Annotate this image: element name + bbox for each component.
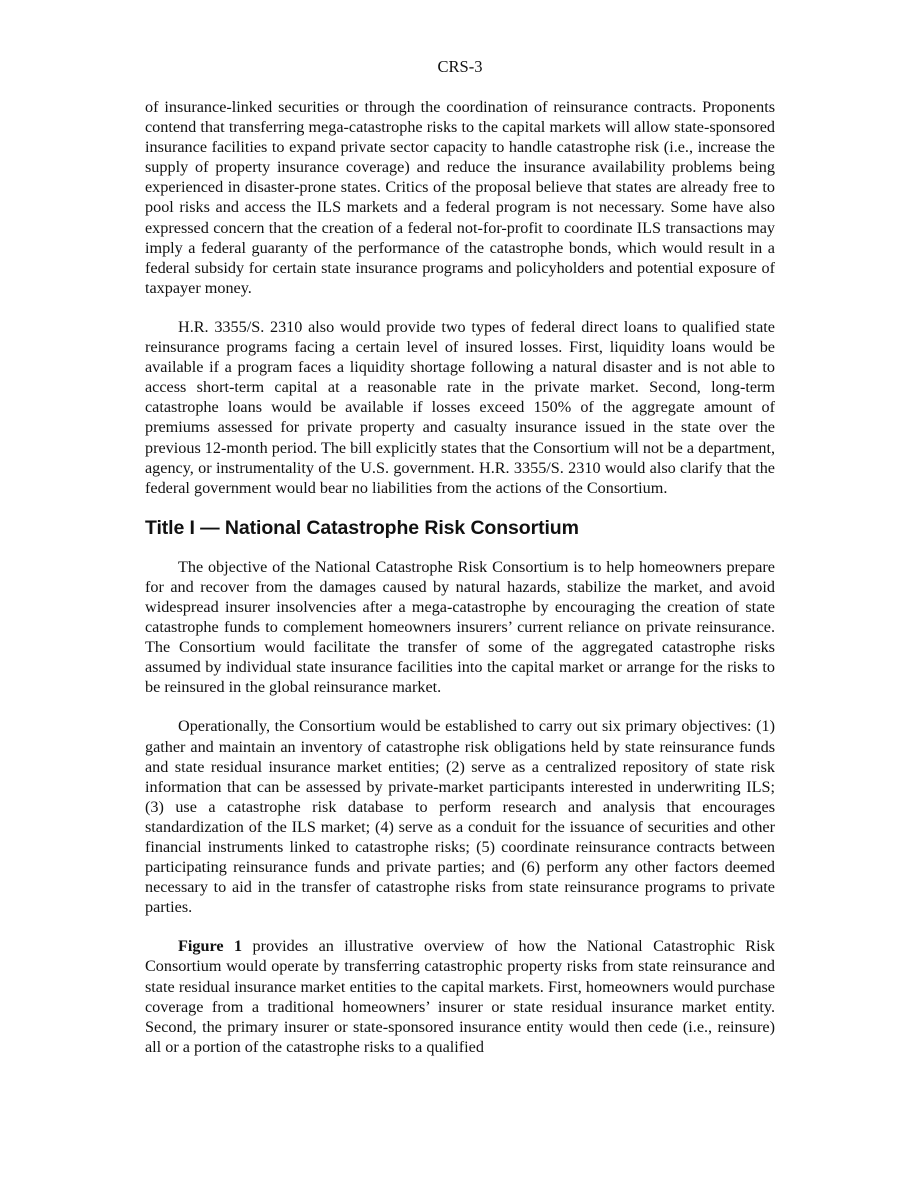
section-heading: Title I — National Catastrophe Risk Consortium [145,516,579,539]
paragraph-operations: Operationally, the Consortium would be established to carry out six primary objectives: (1) gather and maintain an inventory of catastrophe risk obligations held by state reinsurance funds and state residual insurance market entities; (2) serve as a centralized repository of state risk information that can be assessed by private-market participants interested in underwriting ILS; (3) use a catastrophe risk database to perform research and analysis that encourages standardization of the ILS market; (4) serve as a conduit for the issuance of securities and other financial instruments linked to catastrophe risks; (5) coordinate reinsurance contracts between participating reinsurance funds and private parties; and (6) perform any other factors deemed necessary to aid in the transfer of catastrophe risks from state reinsurance programs to private parties. [145,717,775,917]
page-number: CRS-3 [437,57,483,76]
figure-reference: Figure 1 [178,937,243,956]
document-body [145,97,775,1057]
paragraph-continuation: of insurance-linked securities or through the coordination of reinsurance contracts. Proponents contend that transferring mega-catastrophe risks to the capital markets will allow state-sponsored insurance facilities to expand private sector capacity to handle catastrophe risk (i.e., increase the supply of property insurance coverage) and reduce the insurance availability problems being experienced in disaster-prone states. Critics of the proposal believe that states are already free to pool risks and access the ILS markets and a federal program is not necessary. Some have also expressed concern that the creation of a federal not-for-profit to coordinate ILS transactions may imply a federal guaranty of the performance of the catastrophe bonds, which would result in a federal subsidy for certain state insurance programs and policyholders and potential exposure of taxpayer money. [145,98,775,297]
paragraph-objective: The objective of the National Catastrophe Risk Consortium is to help homeowners prepare for and recover from the damages caused by natural hazards, stabilize the market, and avoid widespread insurer insolvencies after a mega-catastrophe by encouraging the creation of state catastrophe funds to complement homeowners insurers’ current reliance on private reinsurance. The Consortium would facilitate the transfer of some of the aggregated catastrophe risks assumed by individual state insurance facilities into the capital market or arrange for the risks to be reinsured in the global reinsurance market. [145,557,775,697]
paragraph-figure-text: provides an illustrative overview of how the National Catastrophic Risk Consortium would operate by transferring catastrophic property risks from state reinsurance and state residual insurance market entities to the capital markets. First, homeowners would purchase coverage from a traditional homeowners’ insurer or state residual insurance market entity. Second, the primary insurer or state-sponsored insurance entity would then cede (i.e., reinsure) all or a portion of the catastrophe risks to a qualified [145,937,775,1056]
paragraph-figure-overview [145,936,775,1057]
paragraph-direct-loans: H.R. 3355/S. 2310 also would provide two types of federal direct loans to qualified state reinsurance programs facing a certain level of insured losses. First, liquidity loans would be available if a program faces a liquidity shortage following a natural disaster and is not able to access short-term capital at a reasonable rate in the private market. Second, long-term catastrophe loans would be available if losses exceed 150% of the aggregate amount of premiums assessed for private property and casualty insurance issued in the state over the previous 12-month period. The bill explicitly states that the Consortium will not be a department, agency, or instrumentality of the U.S. government. H.R. 3355/S. 2310 would also clarify that the federal government would bear no liabilities from the actions of the Consortium. [145,317,776,497]
